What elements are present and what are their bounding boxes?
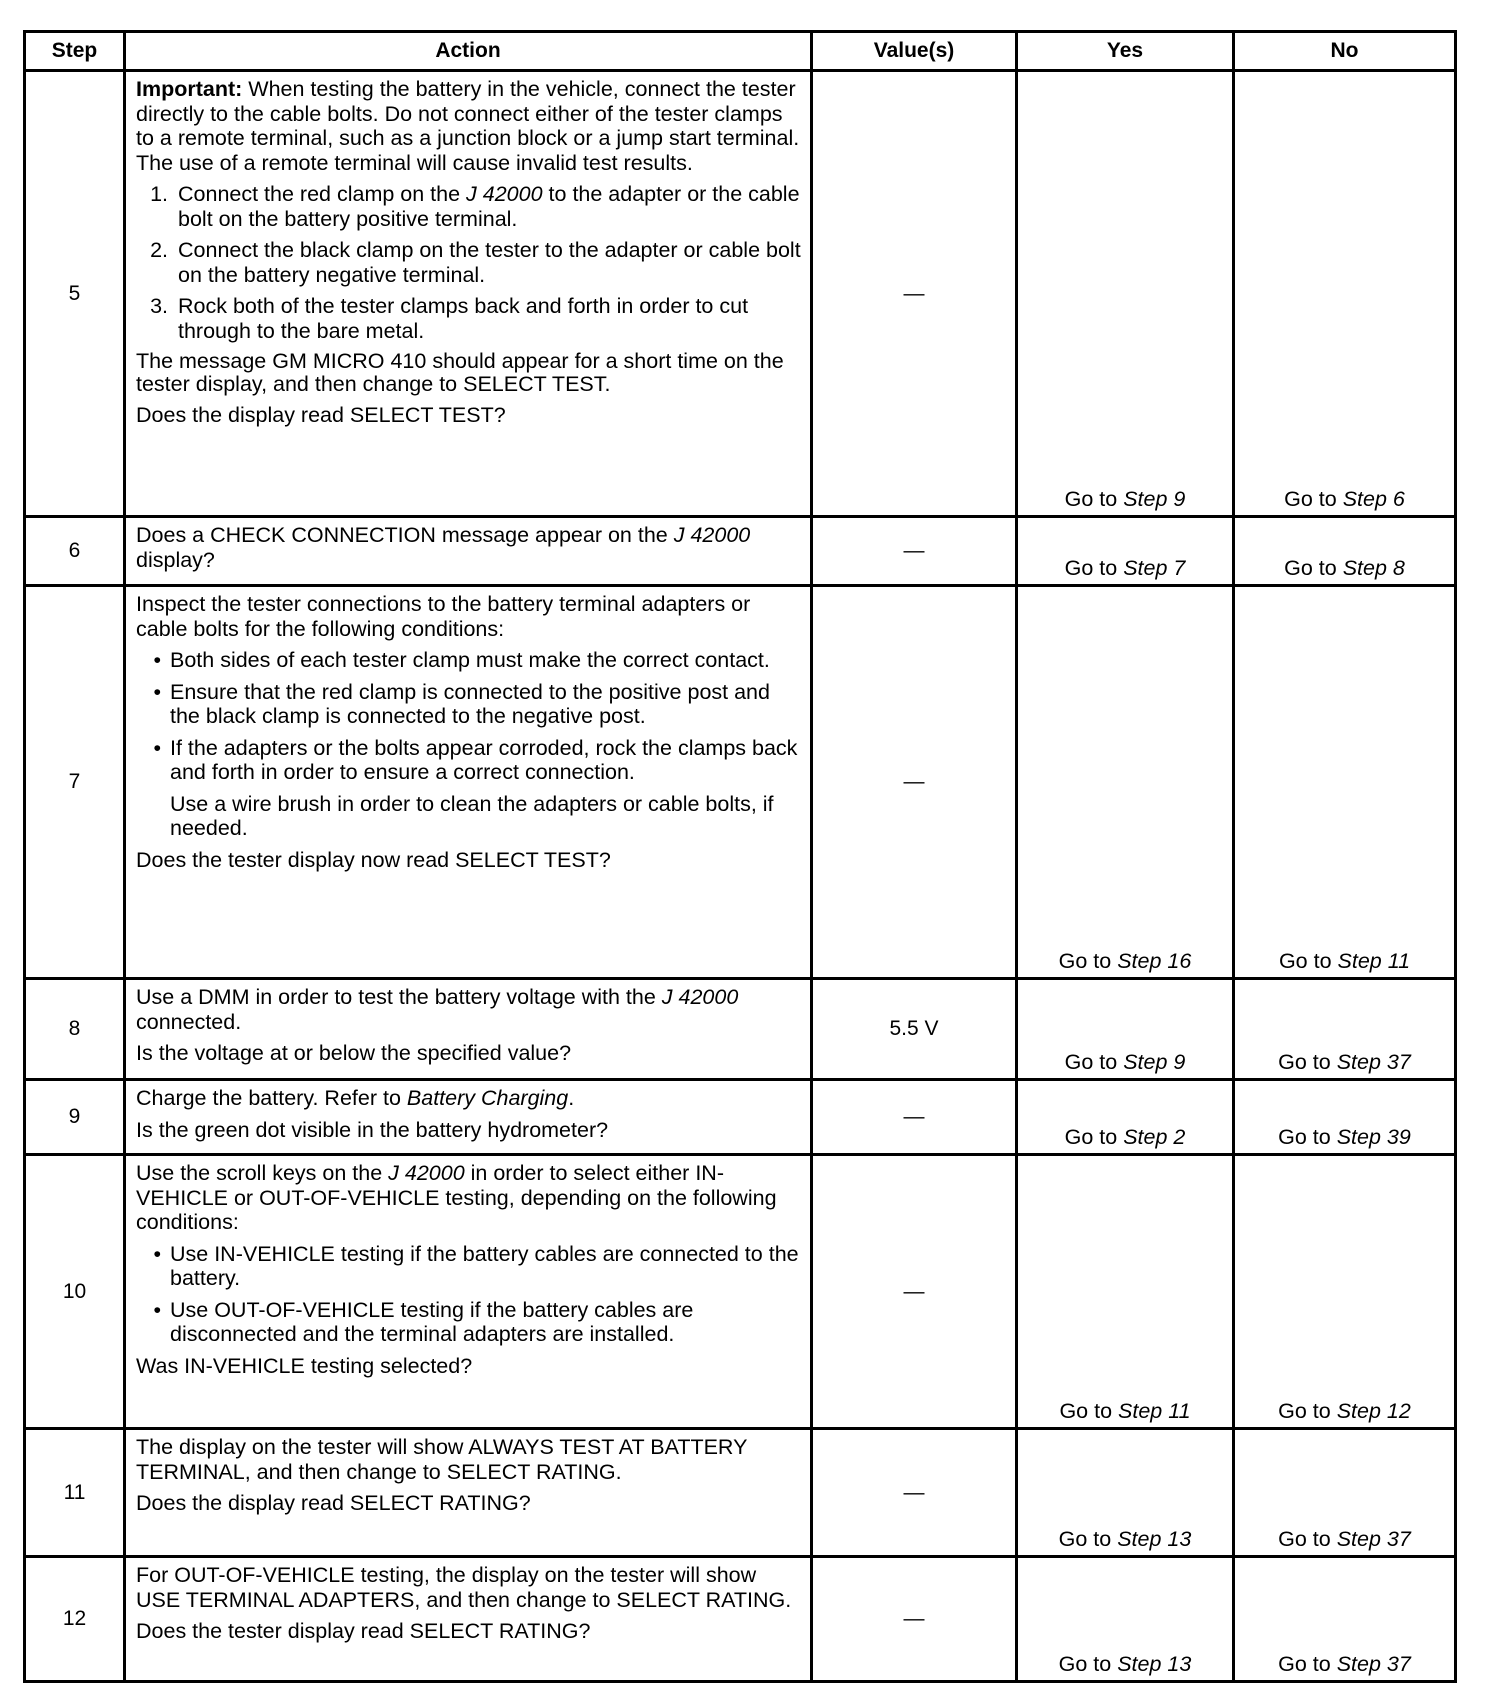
numbered-item [136, 182, 802, 231]
step-number: 9 [25, 1080, 125, 1155]
goto-prefix: Go to [1278, 1050, 1337, 1074]
no-cell[interactable] [1234, 586, 1456, 979]
action-cell [125, 1429, 812, 1557]
step-number: 11 [25, 1429, 125, 1557]
item-marker: 2. [150, 238, 168, 262]
yes-cell[interactable] [1017, 1429, 1234, 1557]
table-row [25, 1155, 1456, 1429]
bullet-item [136, 1298, 802, 1347]
item-text [178, 182, 802, 231]
message-text: The message GM MICRO 410 should appear for a short time on the tester display, and then change to SELECT TEST. [136, 349, 784, 396]
no-cell[interactable] [1234, 1155, 1456, 1429]
goto-prefix: Go to [1278, 1125, 1337, 1149]
text-pre: Charge the battery. Refer to [136, 1086, 407, 1110]
instruction-text [136, 1161, 802, 1235]
tool-reference: J 42000 [466, 182, 543, 206]
goto-step-link[interactable]: Step 6 [1342, 487, 1405, 511]
action-cell [125, 1080, 812, 1155]
item-text: Rock both of the tester clamps back and forth in order to cut through to the bare metal. [178, 294, 749, 343]
item-text-pre: Connect the red clamp on the [178, 182, 467, 206]
table-row [25, 71, 1456, 517]
no-cell[interactable] [1234, 1429, 1456, 1557]
dash-value: — [903, 281, 925, 305]
action-cell [125, 586, 812, 979]
question-text: Does the tester display read SELECT RATING? [136, 1619, 591, 1643]
text-pre: Does a CHECK CONNECTION message appear on the [136, 523, 674, 547]
header-row [25, 32, 1456, 71]
question-text: Was IN-VEHICLE testing selected? [136, 1353, 473, 1378]
goto-prefix: Go to [1284, 556, 1343, 580]
procedure-reference[interactable]: Battery Charging [406, 1086, 569, 1110]
header-no: No [1234, 32, 1456, 71]
sub-note: Use a wire brush in order to clean the adapters or cable bolts, if needed. [170, 791, 774, 840]
text-post: connected. [136, 1009, 242, 1034]
bullet-text: Use IN-VEHICLE testing if the battery cables are connected to the battery. [170, 1241, 799, 1290]
tool-reference: J 42000 [388, 1161, 465, 1185]
table-row [25, 1429, 1456, 1557]
question-text: Does the display read SELECT TEST? [136, 403, 506, 427]
goto-step-link[interactable]: Step 9 [1123, 1050, 1186, 1074]
dash-value: — [903, 1480, 925, 1504]
yes-cell[interactable] [1017, 586, 1234, 979]
yes-cell[interactable] [1017, 1155, 1234, 1429]
goto-step-link[interactable]: Step 7 [1123, 556, 1186, 580]
text-post: in order to select either IN-VEHICLE or OUT-OF-VEHICLE testing, depending on the following conditions: [136, 1161, 777, 1234]
text-pre: Use a DMM in order to test the battery voltage with the [136, 985, 662, 1009]
no-cell[interactable] [1234, 1080, 1456, 1155]
dash-value: — [903, 1279, 925, 1303]
table-row [25, 1557, 1456, 1682]
bullet-text: Use OUT-OF-VEHICLE testing if the battery cables are disconnected and the terminal adapters are installed. [170, 1297, 694, 1346]
value-cell [812, 71, 1017, 517]
step-number: 8 [25, 979, 125, 1080]
step-number: 7 [25, 586, 125, 979]
goto-prefix: Go to [1058, 1527, 1118, 1551]
action-cell [125, 517, 812, 586]
value-cell [812, 1155, 1017, 1429]
step-number: 10 [25, 1155, 125, 1429]
yes-cell[interactable] [1017, 71, 1234, 517]
important-note [136, 77, 802, 175]
goto-step-link[interactable]: Step 39 [1336, 1125, 1411, 1149]
goto-prefix: Go to [1278, 949, 1338, 973]
text-post: . [568, 1086, 575, 1110]
goto-prefix: Go to [1059, 1399, 1119, 1423]
item-text-post: to the adapter or the cable bolt on the battery positive terminal. [178, 182, 800, 231]
goto-step-link[interactable]: Step 2 [1123, 1125, 1186, 1149]
goto-step-link[interactable]: Step 16 [1117, 949, 1192, 973]
item-marker: 3. [150, 294, 168, 318]
bullet-item [136, 736, 802, 785]
action-cell [125, 1557, 812, 1682]
header-yes: Yes [1017, 32, 1234, 71]
question-text: Is the voltage at or below the specified value? [136, 1041, 572, 1065]
numbered-item [136, 294, 802, 343]
bullet-icon: • [153, 735, 161, 760]
goto-prefix: Go to [1064, 1125, 1124, 1149]
goto-prefix: Go to [1064, 1050, 1124, 1074]
goto-step-link[interactable]: Step 37 [1336, 1527, 1411, 1551]
numbered-item [136, 238, 802, 287]
yes-cell[interactable] [1017, 517, 1234, 586]
goto-step-link[interactable]: Step 37 [1336, 1050, 1411, 1074]
tool-reference: J 42000 [661, 985, 739, 1009]
text-post: display? [136, 547, 215, 572]
dash-value: — [903, 1607, 925, 1630]
text-pre: Use the scroll keys on the [136, 1161, 389, 1185]
bullet-icon: • [153, 1241, 161, 1266]
no-cell[interactable] [1234, 979, 1456, 1080]
bullet-text: Ensure that the red clamp is connected to the positive post and the black clamp is connected to the negative post. [170, 679, 770, 728]
step-number: 6 [25, 517, 125, 586]
instruction-text [136, 985, 802, 1034]
important-label: Important: [136, 77, 243, 101]
table-row [25, 586, 1456, 979]
header-action: Action [125, 32, 812, 71]
goto-step-link[interactable]: Step 13 [1117, 1652, 1192, 1676]
goto-prefix: Go to [1278, 1399, 1337, 1423]
dash-value: — [903, 1105, 925, 1128]
no-cell[interactable] [1234, 517, 1456, 586]
bullet-icon: • [153, 648, 161, 672]
goto-step-link[interactable]: Step 12 [1336, 1399, 1411, 1423]
item-text: Connect the black clamp on the tester to the adapter or cable bolt on the battery negative terminal. [178, 238, 801, 287]
goto-step-link[interactable]: Step 11 [1337, 949, 1411, 973]
action-cell [125, 71, 812, 517]
goto-prefix: Go to [1058, 1652, 1118, 1676]
table-row [25, 1080, 1456, 1155]
bullet-item [136, 1242, 802, 1291]
tool-reference: J 42000 [673, 523, 751, 547]
action-cell [125, 979, 812, 1080]
yes-cell[interactable] [1017, 1080, 1234, 1155]
dash-value: — [903, 539, 925, 562]
item-marker: 1. [150, 182, 168, 206]
value-cell [812, 1557, 1017, 1682]
goto-step-link[interactable]: Step 37 [1336, 1652, 1411, 1676]
goto-step-link[interactable]: Step 9 [1123, 487, 1186, 511]
action-cell [125, 1155, 812, 1429]
goto-prefix: Go to [1284, 487, 1343, 511]
goto-step-link[interactable]: Step 8 [1342, 556, 1405, 580]
bullet-item [136, 648, 802, 673]
goto-prefix: Go to [1058, 949, 1118, 973]
value-cell [812, 586, 1017, 979]
dash-value: — [903, 770, 925, 793]
important-text: When testing the battery in the vehicle, connect the tester directly to the cable bolts. Do not connect either of the tester clamps to a remote terminal, such as a junction block or a jump start terminal. The use of a remote terminal will cause invalid test results. [136, 77, 800, 175]
instruction-text: For OUT-OF-VEHICLE testing, the display on the tester will show USE TERMINAL ADAPTERS, and then change to SELECT RATING. [136, 1563, 792, 1612]
bullet-text: If the adapters or the bolts appear corroded, rock the clamps back and forth in order to ensure a correct connection. [170, 735, 798, 784]
header-step: Step [25, 32, 125, 71]
no-cell[interactable] [1234, 1557, 1456, 1682]
bullet-text: Both sides of each tester clamp must make the correct contact. [170, 648, 770, 672]
header-values: Value(s) [812, 32, 1017, 71]
goto-prefix: Go to [1064, 487, 1124, 511]
bullet-item [136, 680, 802, 729]
bullet-icon: • [153, 1297, 161, 1322]
value-cell [812, 1429, 1017, 1557]
goto-step-link[interactable]: Step 11 [1118, 1399, 1191, 1423]
yes-cell[interactable] [1017, 1557, 1234, 1682]
question-text [136, 523, 802, 572]
table-row [25, 979, 1456, 1080]
value-cell [812, 1080, 1017, 1155]
question-text: Does the display read SELECT RATING? [136, 1491, 531, 1515]
bullet-icon: • [153, 679, 161, 704]
step-number: 5 [25, 71, 125, 517]
value-cell: 5.5 V [812, 979, 1017, 1080]
goto-prefix: Go to [1278, 1527, 1337, 1551]
no-cell[interactable] [1234, 71, 1456, 517]
value-cell [812, 517, 1017, 586]
yes-cell[interactable] [1017, 979, 1234, 1080]
goto-step-link[interactable]: Step 13 [1117, 1527, 1192, 1551]
instruction-text [136, 1086, 802, 1111]
intro-text: Inspect the tester connections to the battery terminal adapters or cable bolts for the following conditions: [136, 592, 751, 641]
goto-prefix: Go to [1278, 1652, 1337, 1676]
goto-prefix: Go to [1064, 556, 1124, 580]
question-text: Does the tester display now read SELECT TEST? [136, 847, 611, 872]
diagnostic-table [23, 30, 1457, 1683]
question-text: Is the green dot visible in the battery hydrometer? [136, 1117, 609, 1142]
step-number: 12 [25, 1557, 125, 1682]
instruction-text: The display on the tester will show ALWAYS TEST AT BATTERY TERMINAL, and then change to SELECT RATING. [136, 1435, 748, 1484]
table-row [25, 517, 1456, 586]
